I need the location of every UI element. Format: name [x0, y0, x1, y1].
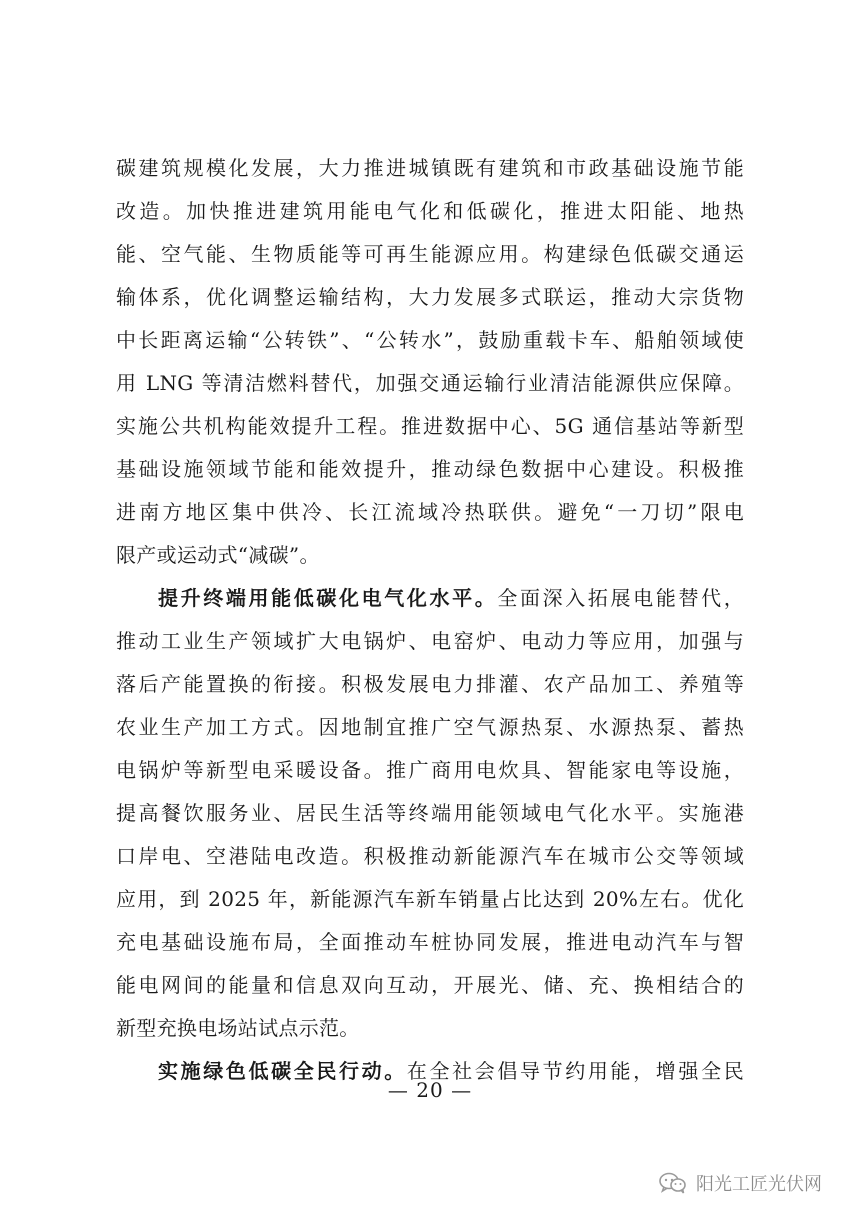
body-text [116, 147, 744, 1093]
paragraph-heading: 实施绿色低碳全民行动。 [158, 1059, 407, 1083]
text-line: 提高餐饮服务业、居民生活等终端用能领域电气化水平。实施港 [116, 801, 744, 825]
text-line: 推动工业生产领域扩大电锅炉、电窑炉、电动力等应用，加强与 [116, 629, 744, 653]
paragraph-first-line [116, 577, 744, 620]
text-line: 电锅炉等新型电采暖设备。推广商用电炊具、智能家电等设施， [116, 758, 744, 782]
paragraph-text: 在全社会倡导节约用能，增强全民 [406, 1059, 744, 1083]
text-line: 基础设施领域节能和能效提升，推动绿色数据中心建设。积极推 [116, 457, 744, 481]
text-line: 用 LNG 等清洁燃料替代，加强交通运输行业清洁能源供应保障。 [116, 371, 744, 395]
paragraph-text: 全面深入拓展电能替代， [497, 586, 744, 610]
text-line: 能电网间的能量和信息双向互动，开展光、储、充、换相结合的 [116, 973, 744, 997]
text-line: 充电基础设施布局，全面推动车桩协同发展，推进电动汽车与智 [116, 930, 744, 954]
text-line: 改造。加快推进建筑用能电气化和低碳化，推进太阳能、地热 [116, 199, 744, 223]
page-number: — 20 — [387, 1078, 473, 1102]
text-line: 输体系，优化调整运输结构，大力发展多式联运，推动大宗货物 [116, 285, 744, 309]
text-line: 落后产能置换的衔接。积极发展电力排灌、农产品加工、养殖等 [116, 672, 744, 696]
text-line: 农业生产加工方式。因地制宜推广空气源热泵、水源热泵、蓄热 [116, 715, 744, 739]
text-line: 应用，到 2025 年，新能源汽车新车销量占比达到 20%左右。优化 [116, 887, 744, 911]
text-line: 口岸电、空港陆电改造。积极推动新能源汽车在城市公交等领域 [116, 844, 744, 868]
text-line: 新型充换电场站试点示范。 [116, 1016, 360, 1040]
text-line: 中长距离运输“公转铁”、“公转水”，鼓励重载卡车、船舶领域使 [116, 328, 744, 352]
watermark [658, 1168, 822, 1198]
text-line: 进南方地区集中供冷、长江流域冷热联供。避免“一刀切”限电 [116, 500, 744, 524]
text-line: 能、空气能、生物质能等可再生能源应用。构建绿色低碳交通运 [116, 242, 744, 266]
paragraph-heading: 提升终端用能低碳化电气化水平。 [158, 586, 498, 610]
text-line: 实施公共机构能效提升工程。推进数据中心、5G 通信基站等新型 [116, 414, 744, 438]
text-line: 碳建筑规模化发展，大力推进城镇既有建筑和市政基础设施节能 [116, 156, 744, 180]
wechat-icon [658, 1171, 688, 1195]
watermark-text: 阳光工匠光伏网 [696, 1174, 822, 1195]
text-line: 限产或运动式“减碳”。 [116, 543, 320, 567]
